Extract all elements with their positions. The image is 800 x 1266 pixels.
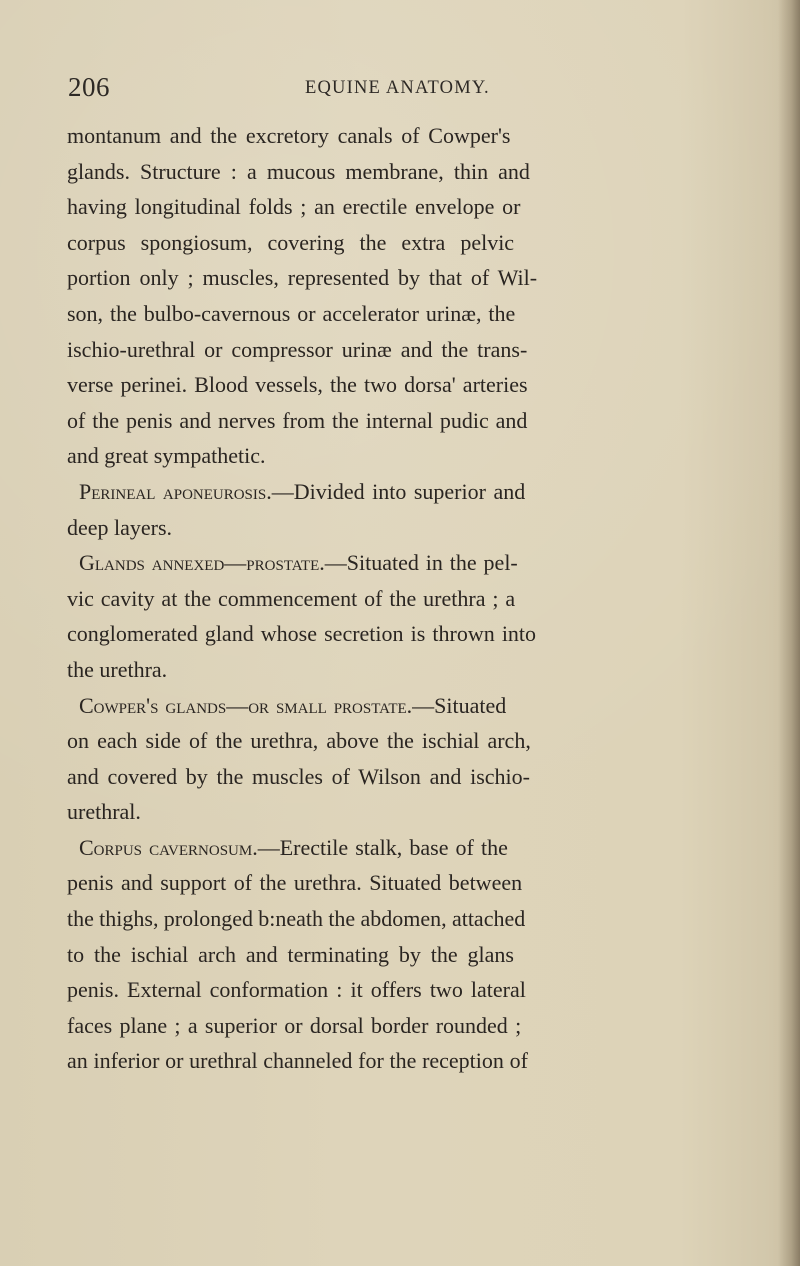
text-line: portion only ; muscles, represented by that of Wil- [67,265,538,291]
text-line: glands. Structure : a mucous membrane, thin and [67,158,530,184]
text-line: penis. External conformation : it offers two lateral [67,977,526,1003]
text-line: deep layers. [67,514,173,540]
page-header [68,72,708,112]
text-line: verse perinei. Blood vessels, the two dorsa' arteries [67,372,528,398]
section-heading: Cowper's glands—or small prostate. [79,692,413,718]
section-heading: Perineal aponeurosis. [79,478,272,504]
section-heading: Corpus cavernosum. [79,834,258,860]
text-line: an inferior or urethral channeled for the reception of [67,1048,528,1074]
text-line: and great sympathetic. [67,443,266,469]
text-line: of the penis and nerves from the internal pudic and [67,407,528,433]
page-edge-shadow [778,0,800,1266]
text-line: and covered by the muscles of Wilson and ischio- [67,763,530,789]
text-line: the urethra. [67,656,168,682]
text-line: son, the bulbo-cavernous or accelerator urinæ, the [67,300,516,326]
body-text [67,118,737,1079]
text-line: conglomerated gland whose secretion is thrown into [67,621,537,647]
text-line: on each side of the urethra, above the ischial arch, [67,728,531,754]
page-number: 206 [68,72,110,102]
text-line: vic cavity at the commencement of the urethra ; a [67,585,516,611]
section-heading: Glands annexed—prostate. [79,550,325,576]
text-line: urethral. [67,799,141,825]
section-line-perineal-aponeurosis: Perineal aponeurosis.—Divided into superior and [79,478,526,504]
text-line: corpus spongiosum, covering the extra pelvic [67,229,515,255]
text-line: penis and support of the urethra. Situated between [67,870,523,896]
text-line: ischio-urethral or compressor urinæ and the trans- [67,336,528,362]
text-line: montanum and the excretory canals of Cowper's [67,123,511,148]
section-line-glands-annexed: Glands annexed—prostate.—Situated in the pel- [79,550,518,576]
text-line: to the ischial arch and terminating by the glans [67,941,514,967]
text-line: faces plane ; a superior or dorsal border rounded ; [67,1012,522,1038]
section-line-cowpers-glands: Cowper's glands—or small prostate.—Situated [79,692,507,718]
section-line-corpus-cavernosum: Corpus cavernosum.—Erectile stalk, base of the [79,834,508,860]
running-head: EQUINE ANATOMY. [305,78,490,98]
text-line: the thighs, prolonged b:neath the abdomen, attached [67,906,526,932]
text-line: having longitudinal folds ; an erectile envelope or [67,194,521,220]
